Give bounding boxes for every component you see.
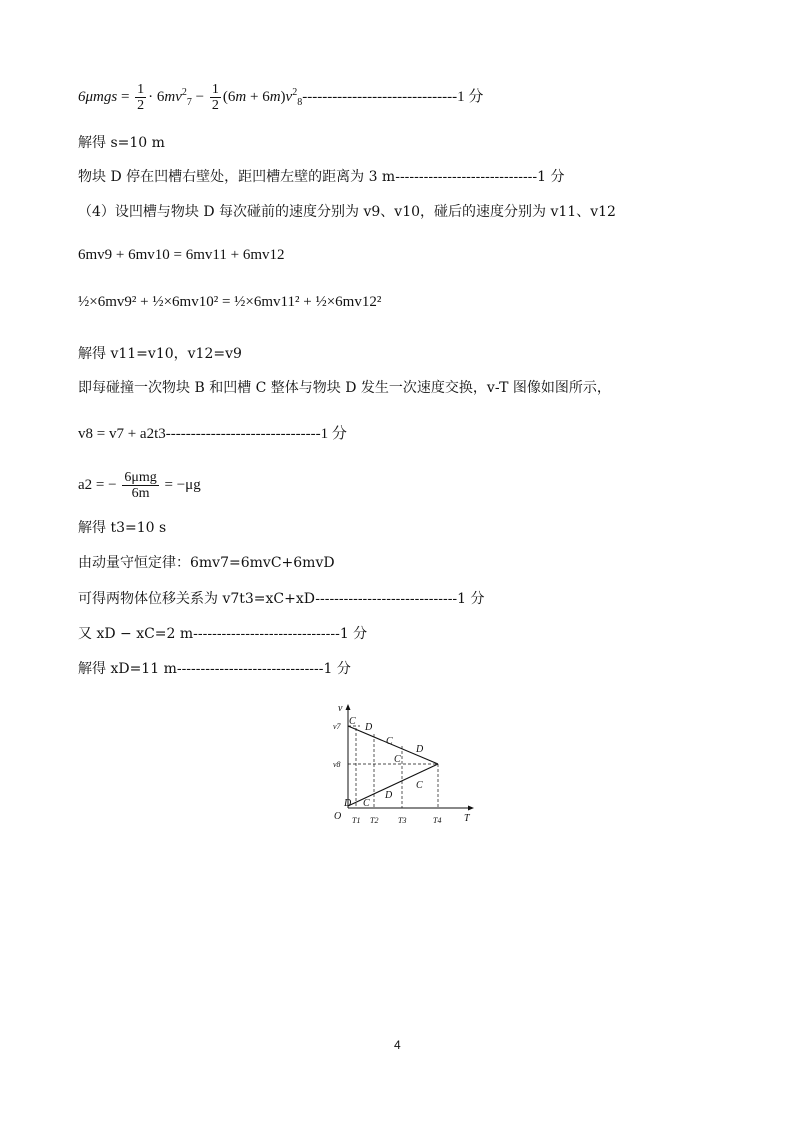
solve-xd: 解得 xD=11 m-------------------------------1 分 (78, 661, 351, 677)
v8-label: v8 (333, 760, 341, 769)
fraction-a2: $\frac{\text{6μmg}}{6m}$ (124, 470, 157, 501)
momentum-law: 由动量守恒定律：6mv7=6mvC+6mvD (78, 555, 335, 571)
curve-label-d2: D (416, 744, 424, 755)
axis-y-label: v (338, 703, 343, 714)
lower-line (348, 764, 438, 806)
also-relation: 又 xD − xC=2 m-------------------------------1 分 (78, 626, 368, 642)
curve-label-c4: C (363, 798, 370, 809)
displacement-relation: 可得两物体位移关系为 v7t3=xC+xD------------------------------1 分 (78, 591, 485, 607)
energy-equation: 6μmgs = $\frac{1}{2}$ · $6mv^2_7$ − $\frac{1}{2}$ $(6m + 6m)v^2_8-------------------------------1$ 分 (78, 82, 484, 113)
position-d: 物块 D 停在凹槽右壁处，距凹槽左壁的距离为 3 m------------------------------1 分 (78, 169, 565, 185)
a2-equation: a2 = − $\frac{\text{6μmg}}{6m}$ = −μg (78, 470, 201, 501)
y-axis-arrow (346, 704, 351, 710)
curve-label-c1: C (349, 716, 356, 727)
curve-label-c2: C (386, 736, 393, 747)
upper-line (348, 726, 438, 764)
curve-label-d4: D (344, 798, 352, 809)
curve-label-c3: C (416, 780, 423, 791)
t2-label: T2 (370, 816, 379, 825)
solve-t3: 解得 t3=10 s (78, 520, 167, 536)
page-number: 4 (394, 1038, 401, 1052)
t1-label: T1 (352, 816, 361, 825)
part-4-heading: （4）设凹槽与物块 D 每次碰前的速度分别为 v9、v10，碰后的速度分别为 v11、v12 (78, 204, 616, 220)
v7-label: v7 (333, 722, 341, 731)
solve-v: 解得 v11=v10，v12=v9 (78, 346, 242, 362)
x-axis-arrow (468, 806, 474, 811)
origin-label: O (334, 811, 342, 822)
axis-x-label: T (464, 813, 470, 824)
momentum-equation: 6mv9 + 6mv10 = 6mv11 + 6mv12 (78, 247, 285, 263)
v8-equation: v8 = v7 + a2t3-------------------------------1 分 (78, 426, 347, 442)
t4-label: T4 (433, 816, 442, 825)
v-t-graph (330, 702, 480, 834)
fraction-half: $\frac{1}{2}$ (137, 82, 145, 113)
velocity-exchange: 即每碰撞一次物块 B 和凹槽 C 整体与物块 D 发生一次速度交换，v-T 图像如图所示， (78, 380, 611, 396)
solve-s: 解得 s=10 m (78, 135, 165, 151)
curve-label-d1: D (365, 722, 373, 733)
fraction-half: $\frac{1}{2}$ (211, 82, 219, 113)
kinetic-energy-equation: ½×6mv9² + ½×6mv10² = ½×6mv11² + ½×6mv12² (78, 294, 382, 310)
curve-label-d3: D (385, 790, 393, 801)
t3-label: T3 (398, 816, 407, 825)
curve-label-c5: C (394, 754, 401, 765)
